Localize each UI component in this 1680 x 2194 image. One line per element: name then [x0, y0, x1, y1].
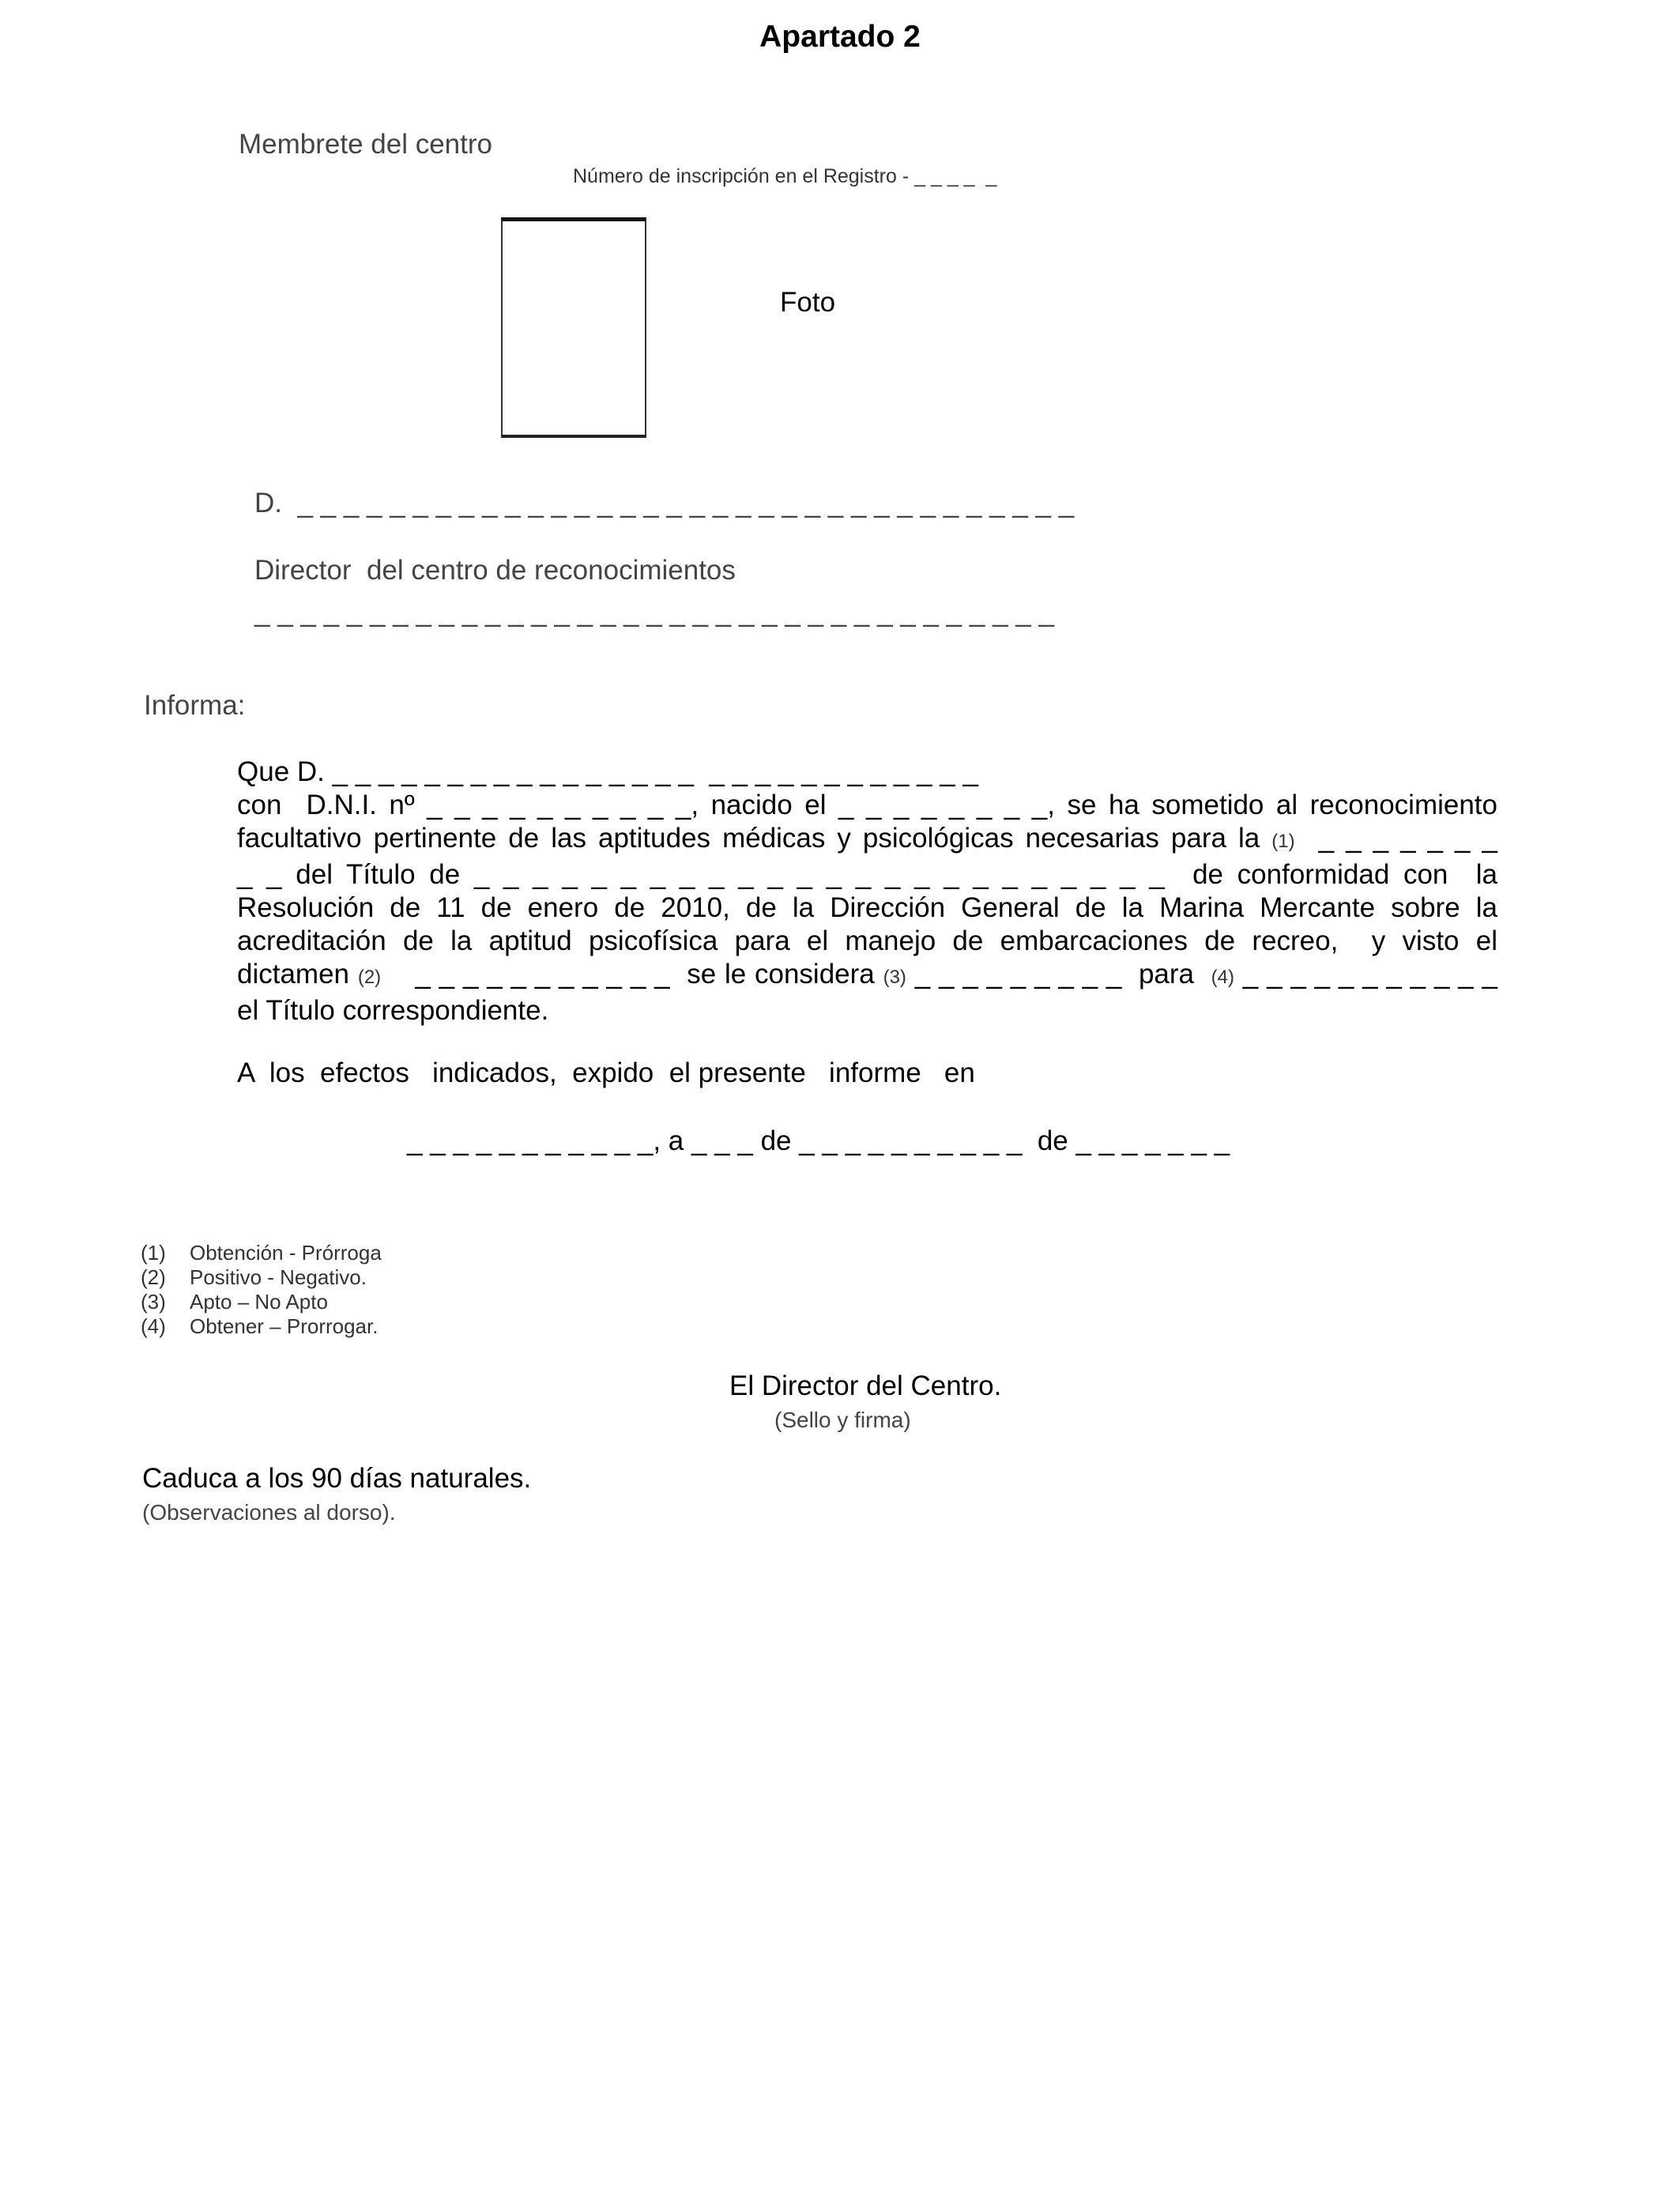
registry-number-field: Número de inscripción en el Registro - _ _ _ _ _ — [573, 165, 997, 187]
signature-subtitle: (Sello y firma) — [774, 1408, 911, 1432]
footnote-text: Obtener – Prorrogar. — [190, 1314, 379, 1338]
footnote-ref-1: (1) — [1271, 831, 1295, 852]
para-text: para — [1138, 959, 1195, 990]
footnote-item — [141, 1241, 382, 1265]
footnote-ref-4: (4) — [1211, 967, 1234, 988]
footnote-ref-2: (2) — [357, 967, 382, 988]
blank-field-4: _ _ _ _ _ _ _ _ _ _ _ — [1242, 959, 1497, 990]
blank-field-3: _ _ _ _ _ _ _ _ _ — [914, 959, 1122, 990]
place-date-line: _ _ _ _ _ _ _ _ _ _ _, a _ _ _ de _ _ _ _ _ _ _ _ _ _ de _ _ _ _ _ _ _ — [407, 1125, 1230, 1156]
director-name-field: D. _ _ _ _ _ _ _ _ _ _ _ _ _ _ _ _ _ _ _ _ _ _ _ _ _ _ _ _ _ _ _ _ _ _ — [254, 488, 1075, 518]
considera-text: se le considera — [687, 959, 875, 990]
photo-label: Foto — [780, 287, 836, 318]
footnote-number: (2) — [141, 1265, 166, 1289]
body-line-acreditacion: acreditación de la aptitud psicofísica para el manejo de embarcaciones de recreo, y visto el — [237, 925, 1497, 956]
footnote-text: Obtención - Prórroga — [190, 1241, 382, 1265]
signature-title: El Director del Centro. — [729, 1370, 1002, 1401]
footnote-item — [141, 1314, 382, 1339]
dictamen-text: dictamen — [237, 959, 350, 990]
photo-placeholder-box — [501, 217, 646, 438]
footnote-ref-3: (3) — [883, 967, 906, 988]
body-line-resolucion: Resolución de 11 de enero de 2010, de la Dirección General de la Marina Mercante sobre la — [237, 892, 1497, 923]
body-line-subject: Que D. _ _ _ _ _ _ _ _ _ _ _ _ _ _ _ _ _ _ _ _ _ _ _ _ _ _ _ _ — [237, 756, 978, 787]
body-line-titulo-correspondiente: el Título correspondiente. — [237, 995, 549, 1026]
expiry-note: Caduca a los 90 días naturales. — [142, 1463, 532, 1494]
body-line-titulo: _ _ del Título de _ _ _ _ _ _ _ _ _ _ _ _ _ _ _ _ _ _ _ _ _ _ _ _ de conformidad con la — [237, 859, 1497, 890]
page-title: Apartado 2 — [759, 20, 921, 54]
footnote-item — [141, 1290, 382, 1314]
informa-label: Informa: — [144, 690, 246, 721]
footnote-number: (4) — [141, 1314, 166, 1338]
observations-note: (Observaciones al dorso). — [142, 1500, 396, 1525]
letterhead-label: Membrete del centro — [239, 129, 492, 160]
footnote-number: (1) — [141, 1241, 166, 1265]
footnote-text: Positivo - Negativo. — [190, 1265, 367, 1289]
center-name-field: _ _ _ _ _ _ _ _ _ _ _ _ _ _ _ _ _ _ _ _ _ _ _ _ _ _ _ _ _ _ _ _ _ _ _ — [254, 597, 1054, 628]
body-line-aptitudes — [237, 822, 1497, 858]
footnote-item — [141, 1265, 382, 1290]
blank-field-1: _ _ _ _ _ _ _ — [1318, 823, 1497, 854]
footnote-number: (3) — [141, 1290, 166, 1314]
footnote-text: Apto – No Apto — [190, 1290, 328, 1314]
director-role-label: Director del centro de reconocimientos — [254, 555, 736, 586]
body-line-dictamen — [237, 958, 1497, 994]
closing-sentence: A los efectos indicados, expido el presente informe en — [237, 1057, 975, 1088]
body-line-dni: con D.N.I. nº _ _ _ _ _ _ _ _ _ _, nacido el _ _ _ _ _ _ _ _, se ha sometido al reconocimiento — [237, 790, 1497, 820]
footnotes-list — [141, 1241, 382, 1339]
blank-field-2: _ _ _ _ _ _ _ _ _ _ _ — [415, 959, 670, 990]
report-body — [237, 756, 1497, 1027]
body-line-aptitudes-text: facultativo pertinente de las aptitudes médicas y psicológicas necesarias para la — [237, 823, 1260, 854]
